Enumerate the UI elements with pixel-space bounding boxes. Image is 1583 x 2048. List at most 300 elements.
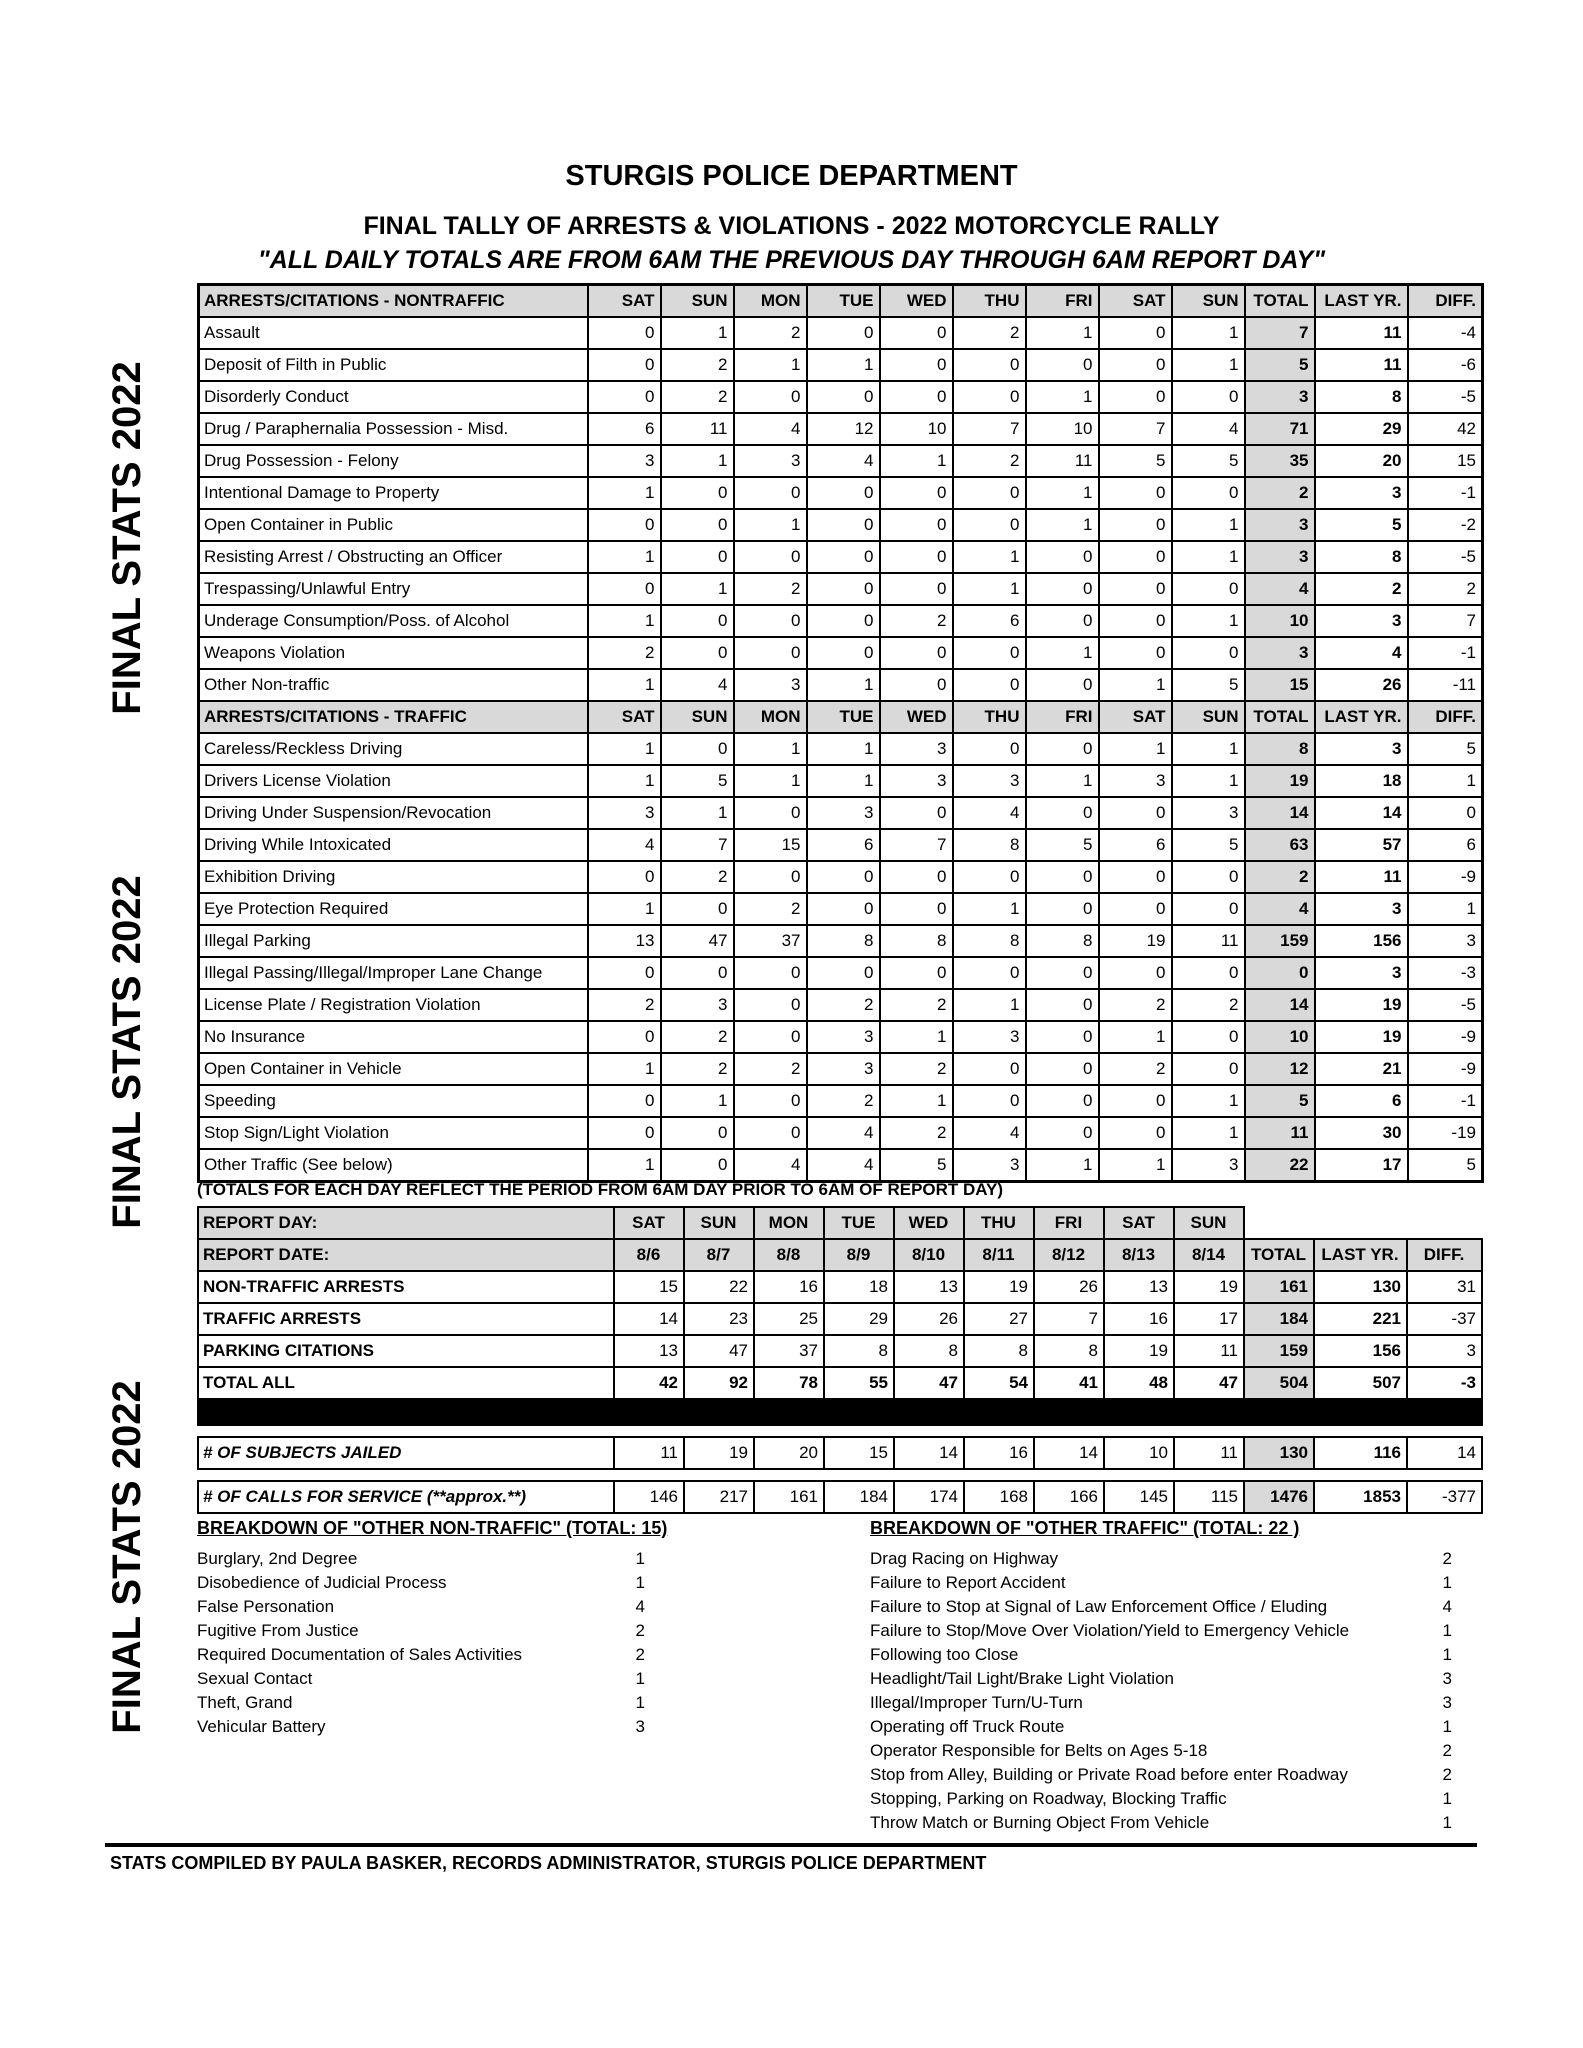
day-value: 1 [1026,637,1099,669]
day-value: 0 [588,349,661,381]
breakdown-item-count: 1 [1442,1789,1452,1808]
section-header-row [199,701,1483,733]
day-value: 0 [1099,957,1172,989]
offense-row [199,605,1483,637]
total-value: 504 [1244,1367,1314,1399]
offense-row [199,637,1483,669]
last-year-value: 3 [1315,477,1408,509]
breakdown-nontraffic-title: BREAKDOWN OF "OTHER NON-TRAFFIC" (TOTAL: 15) [197,1518,668,1538]
day-value: 0 [1026,861,1099,893]
total-value: 159 [1244,1335,1314,1367]
day-value: 0 [953,1053,1026,1085]
last-year-value: 19 [1315,1021,1408,1053]
day-value: 1 [734,349,807,381]
day-header: FRI [1026,285,1099,318]
diff-value: 0 [1408,797,1483,829]
offense-row [199,573,1483,605]
total-value: 10 [1245,1021,1315,1053]
day-value: 0 [661,733,734,765]
gap [198,1425,1482,1437]
day-value: 0 [953,1085,1026,1117]
day-value: 0 [1026,1053,1099,1085]
diff-value: -19 [1408,1117,1483,1149]
report-day-value: MON [754,1207,824,1239]
day-value: 0 [1172,637,1245,669]
day-header: SAT [1099,701,1172,733]
day-header: SUN [661,701,734,733]
day-value: 0 [1026,893,1099,925]
breakdown-item-label: Following too Close [870,1645,1019,1664]
diff-value: 7 [1408,605,1483,637]
day-value: 0 [734,1117,807,1149]
breakdown-item-label: Drag Racing on Highway [870,1549,1059,1568]
offense-label: Drug / Paraphernalia Possession - Misd. [199,413,588,445]
day-value: 8 [894,1335,964,1367]
diff-value: 5 [1408,1149,1483,1182]
day-value: 15 [614,1271,684,1303]
diff-value: 1 [1408,893,1483,925]
diff-value: -2 [1408,509,1483,541]
day-header: SAT [1099,285,1172,318]
day-value: 0 [734,1085,807,1117]
breakdown-item-count: 1 [635,1549,645,1568]
offense-label: Weapons Violation [199,637,588,669]
offense-label: Driving Under Suspension/Revocation [199,797,588,829]
total-header: TOTAL [1245,285,1315,318]
breakdown-item-count: 1 [1442,1573,1452,1592]
day-value: 42 [614,1367,684,1399]
breakdown-item-count: 2 [635,1645,645,1664]
breakdown-item-label: Disobedience of Judicial Process [197,1573,447,1592]
day-value: 1 [1172,541,1245,573]
day-value: 3 [953,1021,1026,1053]
day-value: 1 [1172,1117,1245,1149]
last-year-value: 20 [1315,445,1408,477]
day-value: 11 [1174,1335,1244,1367]
day-value: 2 [588,637,661,669]
total-value: 184 [1244,1303,1314,1335]
last-year-header: LAST YR. [1315,701,1408,733]
day-value: 1 [661,445,734,477]
sidebar-final-stats-label-2: FINAL STATS 2022 [105,875,149,1229]
diff-value: -4 [1408,317,1483,349]
day-value: 0 [807,477,880,509]
day-value: 16 [754,1271,824,1303]
day-value: 1 [807,733,880,765]
day-header: THU [953,701,1026,733]
day-value: 2 [661,1021,734,1053]
day-value: 1 [880,445,953,477]
offense-label: Other Non-traffic [199,669,588,701]
day-value: 14 [894,1437,964,1469]
offense-label: Resisting Arrest / Obstructing an Officer [199,541,588,573]
day-value: 0 [661,1117,734,1149]
offense-row [199,861,1483,893]
day-value: 0 [1026,573,1099,605]
day-value: 0 [1099,573,1172,605]
day-value: 1 [1026,509,1099,541]
breakdown-item [870,1595,1452,1619]
day-value: 0 [1026,733,1099,765]
diff-value: 5 [1408,733,1483,765]
day-value: 0 [734,541,807,573]
offense-row [199,1149,1483,1182]
total-value: 5 [1245,349,1315,381]
day-value: 0 [880,317,953,349]
day-value: 3 [807,1053,880,1085]
day-value: 4 [807,445,880,477]
offense-label: Illegal Passing/Illegal/Improper Lane Change [199,957,588,989]
day-value: 19 [1104,1335,1174,1367]
day-value: 0 [734,1021,807,1053]
total-value: 3 [1245,509,1315,541]
offense-label: Intentional Damage to Property [199,477,588,509]
breakdown-item [870,1667,1452,1691]
day-header: TUE [807,285,880,318]
day-value: 2 [880,989,953,1021]
empty-cell [1407,1207,1482,1239]
day-value: 184 [824,1481,894,1513]
diff-value: -5 [1408,541,1483,573]
last-year-value: 3 [1315,957,1408,989]
total-value: 35 [1245,445,1315,477]
day-value: 168 [964,1481,1034,1513]
day-value: 4 [953,797,1026,829]
day-value: 1 [1026,1149,1099,1182]
section-header-label: ARRESTS/CITATIONS - TRAFFIC [199,701,588,733]
day-value: 0 [1099,1085,1172,1117]
offense-row [199,733,1483,765]
day-value: 2 [661,861,734,893]
day-value: 1 [1172,765,1245,797]
day-value: 26 [894,1303,964,1335]
day-value: 1 [734,765,807,797]
day-header: SUN [1172,285,1245,318]
day-value: 13 [614,1335,684,1367]
breakdown-other-traffic [870,1518,1452,1835]
day-value: 5 [880,1149,953,1182]
day-value: 1 [1172,317,1245,349]
day-value: 54 [964,1367,1034,1399]
summary-row [198,1271,1482,1303]
day-value: 4 [807,1149,880,1182]
day-value: 1 [880,1021,953,1053]
day-value: 92 [684,1367,754,1399]
last-year-value: 3 [1315,733,1408,765]
day-value: 1 [661,317,734,349]
offense-row [199,1053,1483,1085]
day-header: SUN [1172,701,1245,733]
day-value: 1 [588,605,661,637]
breakdown-item-label: Failure to Report Accident [870,1573,1066,1592]
day-value: 2 [807,989,880,1021]
day-value: 0 [807,573,880,605]
day-value: 4 [1172,413,1245,445]
offense-row [199,893,1483,925]
day-value: 5 [1172,445,1245,477]
day-value: 3 [880,733,953,765]
day-value: 2 [880,1117,953,1149]
day-value: 0 [588,1117,661,1149]
day-value: 0 [588,573,661,605]
day-value: 0 [807,509,880,541]
day-value: 0 [661,509,734,541]
day-value: 0 [1099,893,1172,925]
breakdown-item-count: 2 [1442,1549,1452,1568]
day-value: 4 [734,413,807,445]
day-value: 7 [1034,1303,1104,1335]
summary-row-label: TOTAL ALL [198,1367,614,1399]
day-value: 0 [1099,605,1172,637]
offense-row [199,765,1483,797]
breakdown-item [870,1715,1452,1739]
gap [198,1469,1482,1481]
day-value: 0 [1172,861,1245,893]
breakdown-item-count: 2 [1442,1765,1452,1784]
last-year-header: LAST YR. [1314,1239,1407,1271]
day-value: 2 [1099,1053,1172,1085]
day-value: 0 [807,605,880,637]
last-year-value: 19 [1315,989,1408,1021]
day-value: 2 [661,1053,734,1085]
diff-value: -377 [1407,1481,1482,1513]
offense-label: License Plate / Registration Violation [199,989,588,1021]
day-value: 0 [661,637,734,669]
day-value: 1 [1099,1149,1172,1182]
day-value: 0 [880,637,953,669]
summary-row [198,1303,1482,1335]
summary-special-row [198,1481,1482,1513]
day-value: 12 [807,413,880,445]
day-value: 3 [734,669,807,701]
day-value: 4 [734,1149,807,1182]
gap-row [198,1425,1482,1437]
last-year-value: 4 [1315,637,1408,669]
total-value: 130 [1244,1437,1314,1469]
day-value: 14 [614,1303,684,1335]
offense-label: Drivers License Violation [199,765,588,797]
breakdown-item [870,1787,1452,1811]
last-year-value: 11 [1315,349,1408,381]
day-value: 10 [880,413,953,445]
page-subtitle: FINAL TALLY OF ARRESTS & VIOLATIONS - 2022 MOTORCYCLE RALLY [363,212,1220,240]
day-value: 0 [661,957,734,989]
day-value: 0 [1026,989,1099,1021]
day-value: 2 [1172,989,1245,1021]
day-value: 0 [953,669,1026,701]
offense-row [199,669,1483,701]
day-value: 1 [661,573,734,605]
day-value: 4 [588,829,661,861]
day-value: 0 [1026,349,1099,381]
breakdown-item-label: Stopping, Parking on Roadway, Blocking Traffic [870,1789,1227,1808]
day-value: 1 [1099,669,1172,701]
last-year-value: 11 [1315,317,1408,349]
last-year-value: 6 [1315,1085,1408,1117]
diff-value: -9 [1408,1053,1483,1085]
last-year-value: 5 [1315,509,1408,541]
day-value: 29 [824,1303,894,1335]
total-value: 15 [1245,669,1315,701]
report-day-value: THU [964,1207,1034,1239]
day-value: 2 [880,1053,953,1085]
report-day-value: SAT [1104,1207,1174,1239]
day-value: 0 [734,957,807,989]
day-value: 3 [953,765,1026,797]
day-value: 2 [661,381,734,413]
total-value: 3 [1245,637,1315,669]
breakdown-item [870,1763,1452,1787]
report-date-value: 8/11 [964,1239,1034,1271]
day-value: 5 [1026,829,1099,861]
diff-value: -6 [1408,349,1483,381]
total-value: 2 [1245,861,1315,893]
offense-label: Other Traffic (See below) [199,1149,588,1182]
day-value: 0 [661,605,734,637]
day-value: 7 [953,413,1026,445]
day-value: 0 [953,477,1026,509]
offense-label: Drug Possession - Felony [199,445,588,477]
day-value: 1 [953,573,1026,605]
last-year-value: 1853 [1314,1481,1407,1513]
breakdown-item-count: 1 [635,1669,645,1688]
breakdown-item [197,1691,645,1715]
day-value: 1 [807,349,880,381]
day-header: WED [880,701,953,733]
day-value: 2 [734,893,807,925]
offense-label: Open Container in Vehicle [199,1053,588,1085]
breakdown-item-count: 4 [635,1597,645,1616]
offense-label: Disorderly Conduct [199,381,588,413]
offense-row [199,1117,1483,1149]
day-value: 0 [807,317,880,349]
diff-value: -9 [1408,1021,1483,1053]
page-title: STURGIS POLICE DEPARTMENT [565,160,1018,192]
total-value: 159 [1245,925,1315,957]
day-value: 0 [661,893,734,925]
day-value: 2 [734,1053,807,1085]
day-header: MON [734,701,807,733]
day-value: 16 [964,1437,1034,1469]
total-value: 1476 [1244,1481,1314,1513]
day-value: 0 [953,733,1026,765]
day-value: 10 [1104,1437,1174,1469]
day-value: 3 [588,445,661,477]
offense-row [199,413,1483,445]
offense-label: Underage Consumption/Poss. of Alcohol [199,605,588,637]
breakdown-other-nontraffic [197,1518,668,1739]
summary-row-label: NON-TRAFFIC ARRESTS [198,1271,614,1303]
day-value: 3 [807,1021,880,1053]
day-header: SUN [661,285,734,318]
offense-row [199,541,1483,573]
total-value: 7 [1245,317,1315,349]
diff-value: -5 [1408,381,1483,413]
day-value: 8 [1026,925,1099,957]
day-value: 2 [953,445,1026,477]
day-value: 8 [953,925,1026,957]
day-value: 11 [1026,445,1099,477]
breakdown-item-count: 3 [1442,1693,1452,1712]
last-year-value: 507 [1314,1367,1407,1399]
day-value: 1 [953,541,1026,573]
total-value: 2 [1245,477,1315,509]
day-value: 0 [1026,797,1099,829]
summary-row-label: PARKING CITATIONS [198,1335,614,1367]
day-value: 0 [1026,669,1099,701]
day-value: 0 [1172,957,1245,989]
sidebar-final-stats-label-1: FINAL STATS 2022 [105,361,149,715]
day-value: 0 [588,317,661,349]
day-value: 3 [953,1149,1026,1182]
day-value: 161 [754,1481,824,1513]
day-value: 0 [953,349,1026,381]
breakdown-item-label: Throw Match or Burning Object From Vehicle [870,1813,1210,1832]
day-value: 47 [661,925,734,957]
breakdown-item-count: 4 [1442,1597,1452,1616]
breakdown-item-label: Theft, Grand [197,1693,293,1712]
breakdown-item-count: 1 [1442,1813,1452,1832]
offense-label: Careless/Reckless Driving [199,733,588,765]
day-value: 0 [1172,893,1245,925]
report-date-value: 8/8 [754,1239,824,1271]
total-value: 3 [1245,541,1315,573]
total-value: 4 [1245,893,1315,925]
day-value: 146 [614,1481,684,1513]
day-value: 6 [807,829,880,861]
day-value: 0 [1099,317,1172,349]
day-value: 0 [1172,381,1245,413]
day-value: 0 [588,509,661,541]
day-value: 2 [1099,989,1172,1021]
day-value: 2 [661,349,734,381]
last-year-value: 156 [1314,1335,1407,1367]
total-value: 12 [1245,1053,1315,1085]
breakdown-item [870,1643,1452,1667]
day-value: 3 [588,797,661,829]
day-value: 0 [588,381,661,413]
day-value: 0 [953,861,1026,893]
day-value: 8 [953,829,1026,861]
offense-label: Driving While Intoxicated [199,829,588,861]
day-value: 1 [588,541,661,573]
diff-value: 15 [1408,445,1483,477]
day-value: 15 [824,1437,894,1469]
day-value: 1 [1026,765,1099,797]
day-value: 2 [734,573,807,605]
day-value: 8 [1034,1335,1104,1367]
day-value: 0 [734,861,807,893]
daily-totals-table [197,1206,1483,1514]
day-value: 41 [1034,1367,1104,1399]
day-value: 0 [1026,1117,1099,1149]
summary-special-row [198,1437,1482,1469]
summary-row [198,1367,1482,1399]
offense-label: Open Container in Public [199,509,588,541]
offense-row [199,381,1483,413]
day-header: MON [734,285,807,318]
day-value: 0 [1172,573,1245,605]
day-value: 47 [1174,1367,1244,1399]
day-header: WED [880,285,953,318]
total-value: 14 [1245,797,1315,829]
report-day-row [198,1207,1482,1239]
day-value: 7 [880,829,953,861]
day-value: 5 [1099,445,1172,477]
day-value: 3 [1172,797,1245,829]
breakdown-item-label: Required Documentation of Sales Activities [197,1645,523,1664]
offense-row [199,509,1483,541]
